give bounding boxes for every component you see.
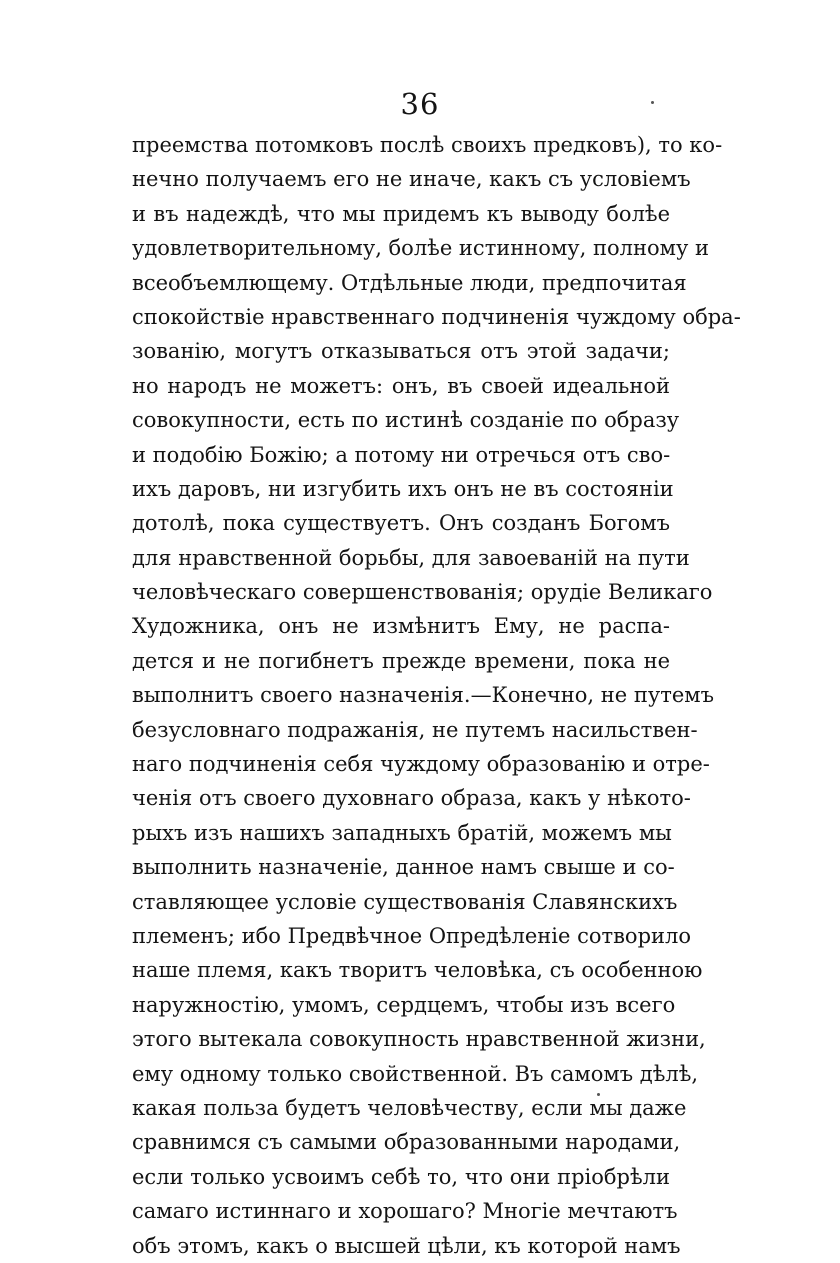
text-line: для нравственной борьбы, для завоеваній на пути (132, 545, 690, 570)
text-line: выполнитъ своего назначенія.—Конечно, не путемъ (132, 683, 714, 708)
scan-speck (651, 101, 654, 104)
text-line: какая польза будетъ человѣчеству, если мы даже (132, 1095, 687, 1120)
text-line: наго подчиненія себя чуждому образованію и отре- (132, 752, 710, 777)
text-line: выполнить назначеніе, данное намъ свыше и со- (132, 855, 675, 880)
text-line: дотолѣ, пока существуетъ. Онъ созданъ Богомъ (132, 511, 670, 536)
text-line: и въ надеждѣ, что мы придемъ къ выводу болѣе (132, 201, 670, 226)
text-line: безусловнаго подражанія, не путемъ насильствен- (132, 717, 698, 742)
text-line: совокупности, есть по истинѣ созданіе по образу (132, 408, 680, 433)
scan-speck (597, 1093, 600, 1096)
text-line: нечно получаемъ его не иначе, какъ съ условіемъ (132, 167, 691, 192)
text-line: этого вытекала совокупность нравственной жизни, (132, 1027, 706, 1052)
text-line: Художника, онъ не измѣнитъ Ему, не распа- (132, 614, 670, 639)
text-line: наше племя, какъ творитъ человѣка, съ особенною (132, 958, 703, 983)
page-number: 36 (400, 87, 440, 121)
text-line: племенъ; ибо Предвѣчное Опредѣленіе сотворило (132, 923, 691, 948)
body-text (132, 128, 741, 1263)
text-line: но народъ не можетъ: онъ, въ своей идеальной (132, 373, 670, 398)
text-line: дется и не погибнетъ прежде времени, пока не (132, 648, 670, 673)
text-line: ихъ даровъ, ни изгубить ихъ онъ не въ состояніи (132, 476, 674, 501)
text-line: преемства потомковъ послѣ своихъ предковъ), то ко- (132, 133, 723, 157)
text-line: ченія отъ своего духовнаго образа, какъ у нѣкото- (132, 786, 691, 811)
text-line: самаго истиннаго и хорошаго? Многіе мечтаютъ (132, 1199, 678, 1224)
text-line: и подобію Божію; а потому ни отречься отъ сво- (132, 442, 671, 467)
text-line: рыхъ изъ нашихъ западныхъ братій, можемъ мы (132, 820, 672, 845)
text-line: удовлетворительному, болѣе истинному, полному и (132, 236, 709, 261)
text-line: ставляющее условіе существованія Славянскихъ (132, 889, 678, 914)
text-line: ему одному только свойственной. Въ самомъ дѣлѣ, (132, 1061, 699, 1086)
text-line: сравнимся съ самыми образованными народами, (132, 1130, 681, 1155)
text-line: зованію, могутъ отказываться отъ этой задачи; (132, 339, 670, 364)
text-line: человѣческаго совершенствованія; орудіе Великаго (132, 580, 713, 605)
text-line: наружностію, умомъ, сердцемъ, чтобы изъ всего (132, 992, 676, 1017)
text-line: если только усвоимъ себѣ то, что они пріобрѣли (132, 1164, 670, 1189)
text-line: объ этомъ, какъ о высшей цѣли, къ которой намъ (132, 1233, 681, 1258)
text-line: всеобъемлющему. Отдѣльные люди, предпочитая (132, 270, 687, 295)
text-line: спокойствіе нравственнаго подчиненія чуждому обра- (132, 304, 741, 329)
